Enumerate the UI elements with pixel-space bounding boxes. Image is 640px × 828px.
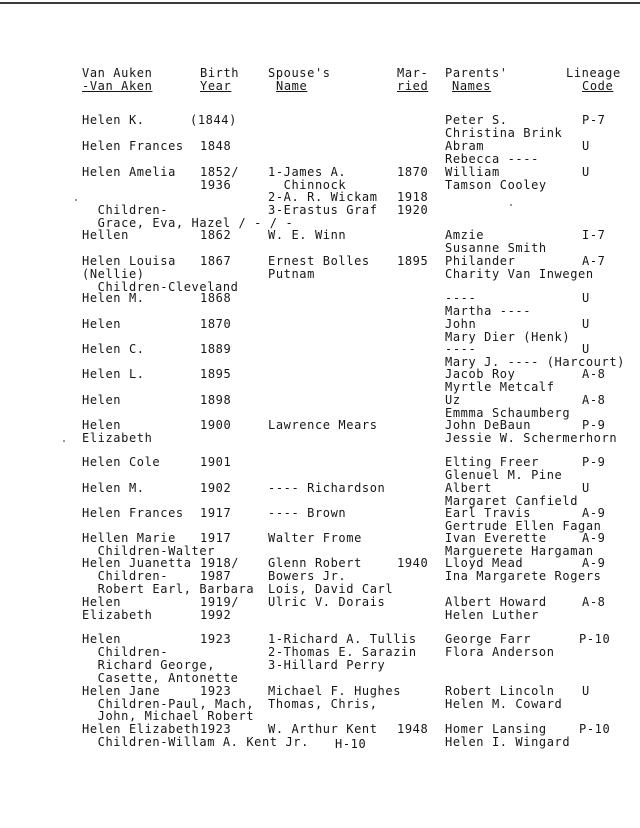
page-top-rule (0, 2, 640, 4)
birth-year: 1918/ (200, 556, 240, 570)
entry-name: Helen Amelia (82, 165, 176, 179)
entry-name: Helen Jane (82, 684, 161, 698)
birth-year: 1923 (200, 722, 232, 736)
entry-name: Elizabeth (82, 608, 153, 622)
birth-year: 1917 (200, 531, 232, 545)
parents-names: Margaret Canfield (445, 494, 579, 508)
lineage-code: A-7 (582, 254, 606, 268)
lineage-code: A-9 (582, 531, 606, 545)
lineage-code: U (582, 342, 590, 356)
parents-names: Ivan Everette (445, 531, 547, 545)
spouse-name: 2-Thomas E. Sarazin (268, 645, 417, 659)
lineage-code: A-9 (582, 556, 606, 570)
parents-names: Homer Lansing (445, 722, 547, 736)
parents-names: Gertrude Ellen Fagan (445, 519, 602, 533)
birth-year: 1919/ (200, 595, 240, 609)
spouse-name: Putnam (268, 267, 315, 281)
parents-names: ---- (445, 291, 477, 305)
lineage-code: A-9 (582, 506, 606, 520)
header-birth-1: Birth (200, 66, 240, 80)
header-name-2: -Van Aken (82, 79, 153, 93)
entry-name: Grace, Eva, Hazel / - / - (82, 216, 294, 230)
entry-name: Children-Cleveland (82, 280, 239, 294)
entry-name: Helen Juanetta (82, 556, 192, 570)
parents-names: Charity Van Inwegen (445, 267, 594, 281)
lineage-code: U (582, 139, 590, 153)
birth-year: 1923 (200, 684, 232, 698)
spouse-name: 1-Richard A. Tullis (268, 632, 417, 646)
scan-speck (63, 440, 65, 442)
entry-name: Richard George, (82, 658, 216, 672)
entry-name: Helen (82, 418, 122, 432)
birth-year: 1923 (200, 632, 232, 646)
spouse-name: Chinnock (268, 178, 347, 192)
birth-year: 1917 (200, 506, 232, 520)
header-married-2: ried (397, 79, 429, 93)
parents-names: Earl Travis (445, 506, 532, 520)
parents-names: Mary J. ---- (Harcourt) (445, 355, 625, 369)
entry-name: Children-Willam A. Kent Jr. (82, 735, 309, 749)
entry-name: Children- (82, 569, 169, 583)
birth-year: 1867 (200, 254, 232, 268)
parents-names: Myrtle Metcalf (445, 380, 555, 394)
spouse-name: Thomas, Chris, (268, 697, 378, 711)
header-lineage-2: Code (582, 79, 614, 93)
entry-name: John, Michael Robert (82, 709, 255, 723)
spouse-name: W. E. Winn (268, 228, 347, 242)
birth-year: 1848 (200, 139, 232, 153)
married-year: 1895 (397, 254, 429, 268)
scan-speck (75, 199, 77, 201)
lineage-code: P-9 (582, 418, 606, 432)
parents-names: Abram (445, 139, 485, 153)
entry-name: Helen M. (82, 291, 145, 305)
parents-names: Peter S. (445, 113, 508, 127)
parents-names: Martha ---- (445, 304, 532, 318)
entry-name: Helen (82, 632, 122, 646)
parents-names: Amzie (445, 228, 485, 242)
header-spouse-1: Spouse's (268, 66, 331, 80)
spouse-name: 2-A. R. Wickam (268, 190, 378, 204)
parents-names: William (445, 165, 500, 179)
header-parents-1: Parents' (445, 66, 508, 80)
parents-names: ---- (445, 342, 477, 356)
entry-name: Helen (82, 317, 122, 331)
spouse-name: 3-Hillard Perry (268, 658, 386, 672)
parents-names: Tamson Cooley (445, 178, 547, 192)
header-spouse-2: Name (276, 79, 308, 93)
birth-year: 1987 (200, 569, 232, 583)
parents-names: Uz (445, 393, 461, 407)
entry-name: Helen Frances (82, 139, 184, 153)
lineage-code: I-7 (582, 228, 606, 242)
birth-year: 1900 (200, 418, 232, 432)
lineage-code: A-8 (582, 393, 606, 407)
parents-names: John DeBaun (445, 418, 532, 432)
entry-name: Robert Earl, Barbara (82, 582, 255, 596)
entry-name: Helen Frances (82, 506, 184, 520)
married-year: 1948 (397, 722, 429, 736)
lineage-code: A-8 (582, 367, 606, 381)
spouse-name: 3-Erastus Graf (268, 203, 378, 217)
entry-name: Children- (82, 203, 169, 217)
birth-year: 1862 (200, 228, 232, 242)
parents-names: Jacob Roy (445, 367, 516, 381)
married-year: 1870 (397, 165, 429, 179)
lineage-code: A-8 (582, 595, 606, 609)
entry-name: Helen (82, 595, 122, 609)
spouse-name: Bowers Jr. (268, 569, 347, 583)
entry-name: Helen C. (82, 342, 145, 356)
header-name-1: Van Auken (82, 66, 153, 80)
page-number: H-10 (335, 737, 367, 751)
lineage-code: U (582, 291, 590, 305)
parents-names: Robert Lincoln (445, 684, 555, 698)
entry-name: Children-Walter (82, 544, 216, 558)
lineage-code: U (582, 317, 590, 331)
spouse-name: 1-James A. (268, 165, 347, 179)
header-married-1: Mar- (397, 66, 429, 80)
entry-name: Children- (82, 645, 169, 659)
parents-names: Marguerete Hargaman (445, 544, 594, 558)
entry-name: Helen L. (82, 367, 145, 381)
birth-year: 1901 (200, 455, 232, 469)
parents-names: Elting Freer (445, 455, 539, 469)
parents-names: Ina Margarete Rogers (445, 569, 602, 583)
lineage-code: P-7 (582, 113, 606, 127)
entry-name: Helen Louisa (82, 254, 176, 268)
parents-names: Rebecca ---- (445, 152, 539, 166)
entry-name: Elizabeth (82, 431, 153, 445)
spouse-name: Michael F. Hughes (268, 684, 402, 698)
parents-names: Helen M. Coward (445, 697, 563, 711)
married-year: 1918 (397, 190, 429, 204)
parents-names: Philander (445, 254, 516, 268)
birth-year: 1852/ (200, 165, 240, 179)
married-year: 1940 (397, 556, 429, 570)
spouse-name: Ernest Bolles (268, 254, 370, 268)
header-lineage-1: Lineage (566, 66, 621, 80)
birth-year: 1898 (200, 393, 232, 407)
lineage-code: P-10 (579, 722, 611, 736)
parents-names: Mary Dier (Henk) (445, 330, 571, 344)
parents-names: Susanne Smith (445, 241, 547, 255)
entry-name: (Nellie) (82, 267, 145, 281)
married-year: 1920 (397, 203, 429, 217)
parents-names: George Farr (445, 632, 532, 646)
birth-year: 1936 (200, 178, 232, 192)
lineage-code: U (582, 165, 590, 179)
parents-names: John (445, 317, 477, 331)
parents-names: Christina Brink (445, 126, 563, 140)
birth-year: 1902 (200, 481, 232, 495)
parents-names: Helen I. Wingard (445, 735, 571, 749)
entry-name: Helen Elizabeth (82, 722, 200, 736)
spouse-name: ---- Richardson (268, 481, 386, 495)
entry-name: Casette, Antonette (82, 671, 239, 685)
entry-name: Children-Paul, Mach, (82, 697, 255, 711)
parents-names: Albert Howard (445, 595, 547, 609)
lineage-code: U (582, 684, 590, 698)
header-parents-2: Names (452, 79, 492, 93)
spouse-name: Walter Frome (268, 531, 362, 545)
spouse-name: Ulric V. Dorais (268, 595, 386, 609)
lineage-code: U (582, 481, 590, 495)
entry-name: Helen (82, 393, 122, 407)
header-birth-2: Year (200, 79, 232, 93)
spouse-name: Lawrence Mears (268, 418, 378, 432)
parents-names: Lloyd Mead (445, 556, 524, 570)
parents-names: Albert (445, 481, 492, 495)
spouse-name: Glenn Robert (268, 556, 362, 570)
entry-name: Helen Cole (82, 455, 161, 469)
birth-year: 1895 (200, 367, 232, 381)
lineage-code: P-10 (579, 632, 611, 646)
parents-names: Jessie W. Schermerhorn (445, 431, 618, 445)
birth-year: (1844) (190, 113, 237, 127)
parents-names: Glenuel M. Pine (445, 468, 563, 482)
birth-year: 1870 (200, 317, 232, 331)
entry-name: Hellen Marie (82, 531, 176, 545)
scan-speck (510, 204, 512, 206)
lineage-code: P-9 (582, 455, 606, 469)
spouse-name: W. Arthur Kent (268, 722, 378, 736)
birth-year: 1992 (200, 608, 232, 622)
parents-names: Helen Luther (445, 608, 539, 622)
entry-name: Helen K. (82, 113, 145, 127)
birth-year: 1889 (200, 342, 232, 356)
parents-names: Flora Anderson (445, 645, 555, 659)
entry-name: Hellen (82, 228, 129, 242)
spouse-name: ---- Brown (268, 506, 347, 520)
spouse-name: Lois, David Carl (268, 582, 394, 596)
parents-names: Emmma Schaumberg (445, 406, 571, 420)
entry-name: Helen M. (82, 481, 145, 495)
birth-year: 1868 (200, 291, 232, 305)
